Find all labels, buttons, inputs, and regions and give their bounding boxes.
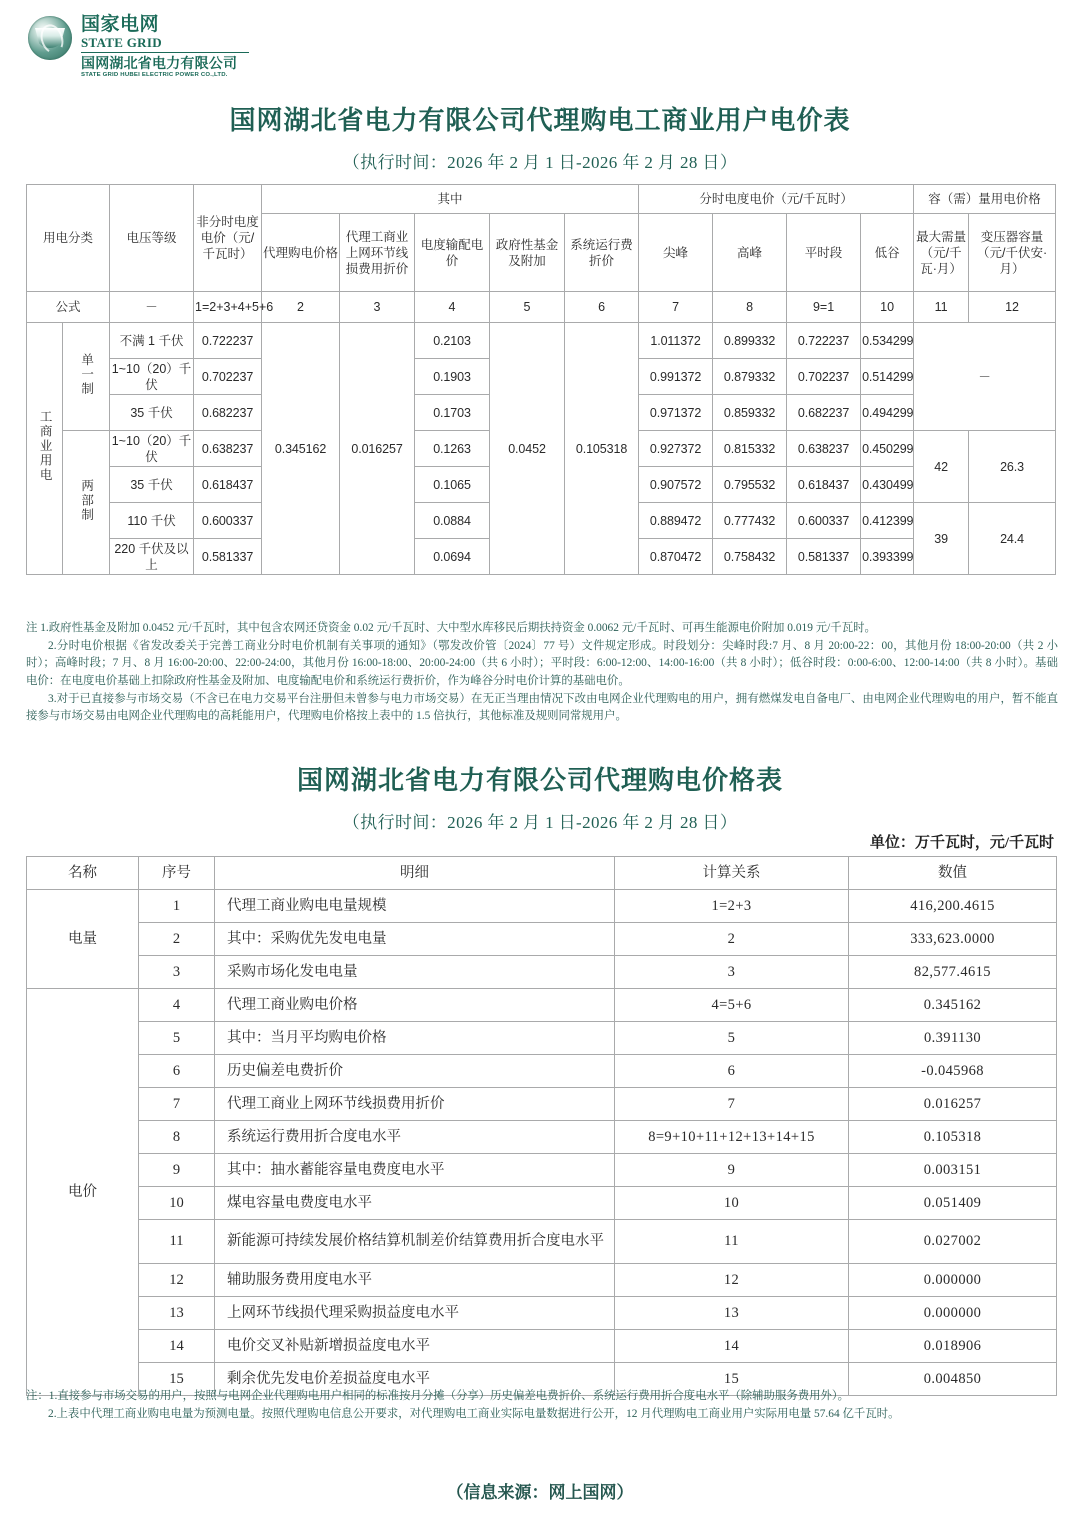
cell-detail: 煤电容量电费度电水平 (215, 1187, 615, 1220)
cell-detail: 其中：当月平均购电价格 (215, 1022, 615, 1055)
table-row (27, 923, 1057, 956)
cell-value: 0.018906 (849, 1330, 1057, 1363)
cell-peak: 0.879332 (713, 359, 787, 395)
th-peak: 高峰 (713, 214, 787, 292)
cell-value: 333,623.0000 (849, 923, 1057, 956)
cell-max-demand: 42 (914, 431, 969, 503)
formula-c7: 7 (639, 292, 713, 323)
formula-c11: 11 (914, 292, 969, 323)
cell-non-tou: 0.682237 (194, 395, 262, 431)
th2-detail: 明细 (215, 857, 615, 890)
cell-peak: 0.815332 (713, 431, 787, 467)
cell-relation: 7 (615, 1088, 849, 1121)
table-row-formula (27, 292, 1056, 323)
cell-detail: 电价交叉补贴新增损益度电水平 (215, 1330, 615, 1363)
cell-value: 416,200.4615 (849, 890, 1057, 923)
table2-unit-label: 单位：万千瓦时，元/千瓦时 (869, 835, 1054, 851)
th-among-which: 其中 (262, 185, 639, 214)
cell-group-single: 单一制 (63, 323, 110, 431)
table-row (27, 1187, 1057, 1220)
logo-text-block (81, 14, 249, 78)
industrial-commercial-price-table (26, 184, 1056, 575)
table2-effective-period: （执行时间：2026 年 2 月 1 日-2026 年 2 月 28 日） (342, 813, 738, 832)
cell-valley: 0.534299 (861, 323, 914, 359)
cell-seq: 8 (139, 1121, 215, 1154)
formula-c6: 6 (565, 292, 639, 323)
cell-seq: 3 (139, 956, 215, 989)
table-row (27, 1022, 1057, 1055)
cell-valley: 0.514299 (861, 359, 914, 395)
table-row (27, 1297, 1057, 1330)
cell-flat: 0.722237 (787, 323, 861, 359)
agency-purchase-price-table-wrap (26, 856, 1056, 1396)
cell-relation: 3 (615, 956, 849, 989)
cell-detail: 代理工商业购电电量规模 (215, 890, 615, 923)
cell-seq: 1 (139, 890, 215, 923)
cell-detail: 新能源可持续发展价格结算机制差价结算费用折合度电水平 (215, 1220, 615, 1264)
cell-voltage: 1~10（20）千伏 (110, 431, 194, 467)
cell-value: 0.016257 (849, 1088, 1057, 1121)
table-row (27, 1154, 1057, 1187)
cell-detail: 剩余优先发电价差损益度电水平 (215, 1363, 615, 1396)
cell-valley: 0.450299 (861, 431, 914, 467)
agency-purchase-price-table (26, 856, 1057, 1396)
cell-peak: 0.777432 (713, 503, 787, 539)
cell-seq: 10 (139, 1187, 215, 1220)
cell-non-tou: 0.722237 (194, 323, 262, 359)
th-valley: 低谷 (861, 214, 914, 292)
cell-seq: 2 (139, 923, 215, 956)
cell-sharp: 1.011372 (639, 323, 713, 359)
cell-non-tou: 0.581337 (194, 539, 262, 575)
cell-value: 0.105318 (849, 1121, 1057, 1154)
logo-company-cn: 国家电网 (81, 14, 160, 35)
cell-voltage: 220 千伏及以上 (110, 539, 194, 575)
cell-peak: 0.795532 (713, 467, 787, 503)
note-1-1: 注 1.政府性基金及附加 0.0452 元/千瓦时，其中包含农网还贷资金 0.02 元/千瓦时、大中型水库移民后期扶持资金 0.0062 元/千瓦时、可再生能源电价附加 0.019 元/千瓦时。 (26, 622, 876, 634)
cell-detail: 代理工商业上网环节线损费用折价 (215, 1088, 615, 1121)
th-category: 用电分类 (27, 185, 110, 292)
cell-sharp: 0.889472 (639, 503, 713, 539)
formula-voltage: － (110, 292, 194, 323)
th-gov-fund: 政府性基金及附加 (490, 214, 565, 292)
table1-notes (26, 620, 1058, 726)
cell-detail: 采购市场化发电电量 (215, 956, 615, 989)
cell-sharp: 0.971372 (639, 395, 713, 431)
note-2-2: 2.上表中代理工商业购电电量为预测电量。按照代理购电信息公开要求，对代理购电工商业实际电量数据进行公开，12 月代理购电工商业用户实际用电量 57.64 亿千瓦时。 (48, 1407, 900, 1420)
cell-non-tou: 0.702237 (194, 359, 262, 395)
formula-c10: 10 (861, 292, 914, 323)
table-row (27, 1264, 1057, 1297)
cell-seq: 12 (139, 1264, 215, 1297)
cell-relation: 9 (615, 1154, 849, 1187)
cell-transmission: 0.1703 (415, 395, 490, 431)
cell-value: 0.345162 (849, 989, 1057, 1022)
cell-flat: 0.702237 (787, 359, 861, 395)
th-line-loss: 代理工商业上网环节线损费用折价 (340, 214, 415, 292)
cell-transformer-capacity: 24.4 (969, 503, 1056, 575)
formula-c9: 9=1 (787, 292, 861, 323)
cell-transmission: 0.1065 (415, 467, 490, 503)
cell-voltage: 35 千伏 (110, 467, 194, 503)
cell-gov-fund-shared: 0.0452 (490, 323, 565, 575)
cell-seq: 9 (139, 1154, 215, 1187)
cell-relation: 6 (615, 1055, 849, 1088)
cell-value: -0.045968 (849, 1055, 1057, 1088)
table1-effective-period: （执行时间：2026 年 2 月 1 日-2026 年 2 月 28 日） (342, 153, 738, 172)
cell-voltage: 不满 1 千伏 (110, 323, 194, 359)
cell-relation: 10 (615, 1187, 849, 1220)
cell-detail: 上网环节线损代理采购损益度电水平 (215, 1297, 615, 1330)
table-row (27, 890, 1057, 923)
cell-seq: 13 (139, 1297, 215, 1330)
cell-max-demand: 39 (914, 503, 969, 575)
cell-sharp: 0.870472 (639, 539, 713, 575)
cell-voltage: 110 千伏 (110, 503, 194, 539)
th-agency-purchase: 代理购电价格 (262, 214, 340, 292)
table-row (27, 1121, 1057, 1154)
table2-title-block (0, 760, 1080, 833)
cell-agency-purchase-shared: 0.345162 (262, 323, 340, 575)
cell-transmission: 0.1263 (415, 431, 490, 467)
industrial-commercial-price-table-wrap (26, 184, 1056, 575)
cell-transmission: 0.2103 (415, 323, 490, 359)
th-voltage: 电压等级 (110, 185, 194, 292)
formula-label: 公式 (27, 292, 110, 323)
cell-relation: 8=9+10+11+12+13+14+15 (615, 1121, 849, 1154)
cell-capacity-dash: － (914, 323, 1056, 431)
th-non-tou-price: 非分时电度电价（元/千瓦时） (194, 185, 262, 292)
cell-value: 0.027002 (849, 1220, 1057, 1264)
cell-valley: 0.412399 (861, 503, 914, 539)
cell-category-industrial: 工商业用电 (27, 323, 63, 575)
cell-relation: 13 (615, 1297, 849, 1330)
cell-detail: 辅助服务费用度电水平 (215, 1264, 615, 1297)
cell-seq: 5 (139, 1022, 215, 1055)
th2-name: 名称 (27, 857, 139, 890)
cell-detail: 其中：采购优先发电电量 (215, 923, 615, 956)
cell-peak: 0.859332 (713, 395, 787, 431)
cell-flat: 0.581337 (787, 539, 861, 575)
formula-non-tou: 1=2+3+4+5+6 (194, 292, 262, 323)
cell-group-volume: 电量 (27, 890, 139, 989)
th-capacity-group: 容（需）量用电价格 (914, 185, 1056, 214)
cell-peak: 0.899332 (713, 323, 787, 359)
formula-c2: 2 (262, 292, 340, 323)
cell-transmission: 0.1903 (415, 359, 490, 395)
table-row (27, 1088, 1057, 1121)
cell-line-loss-shared: 0.016257 (340, 323, 415, 575)
cell-flat: 0.618437 (787, 467, 861, 503)
formula-c8: 8 (713, 292, 787, 323)
cell-value: 0.051409 (849, 1187, 1057, 1220)
cell-group-price: 电价 (27, 989, 139, 1396)
cell-seq: 11 (139, 1220, 215, 1264)
cell-detail: 其中：抽水蓄能容量电费度电水平 (215, 1154, 615, 1187)
logo-subsidiary-cn: 国网湖北省电力有限公司 (81, 55, 238, 71)
cell-relation: 4=5+6 (615, 989, 849, 1022)
cell-peak: 0.758432 (713, 539, 787, 575)
cell-seq: 14 (139, 1330, 215, 1363)
note-1-2: 2.分时电价根据《省发改委关于完善工商业分时电价机制有关事项的通知》（鄂发改价管〔2024〕77 号）文件规定形成。时段划分：尖峰时段:7 月、8 月 20:00-22：00，其他月份 18:00-20:00（共 2 小时）；高峰时段；7 月、8 月 16:00-20:00、22:00-24:00，其他月份 16:00-18:00、20:00-24:00（共 6 小时）；平时段：6:00-12:00、14:00-16:00（共 8 小时）；低谷时段：0:00-6:00、12:00-14:00（共 8 小时）。基础电价：在电度电价基础上扣除政府性基金及附加、电度输配电价和系统运行费折价，作为峰谷分时电价计算的基础电价。 (26, 639, 1058, 688)
cell-seq: 4 (139, 989, 215, 1022)
th-transformer-capacity: 变压器容量（元/千伏安·月） (969, 214, 1056, 292)
table-row (27, 956, 1057, 989)
cell-value: 0.000000 (849, 1297, 1057, 1330)
th2-seq: 序号 (139, 857, 215, 890)
table-row (27, 323, 1056, 359)
th-transmission: 电度输配电价 (415, 214, 490, 292)
cell-relation: 15 (615, 1363, 849, 1396)
logo-divider (81, 52, 249, 53)
table2-notes (26, 1388, 1058, 1423)
logo-subsidiary-en: STATE GRID HUBEI ELECTRIC POWER CO.,LTD. (81, 72, 228, 78)
cell-seq: 15 (139, 1363, 215, 1396)
cell-detail: 系统运行费用折合度电水平 (215, 1121, 615, 1154)
cell-transmission: 0.0884 (415, 503, 490, 539)
note-1-3: 3.对于已直接参与市场交易（不含已在电力交易平台注册但未曾参与电力市场交易）在无正当理由情况下改由电网企业代理购电的用户，拥有燃煤发电自备电厂、由电网企业代理购电的用户，暂不能直接参与市场交易由电网企业代理购电的高耗能用户，代理购电价格按上表中的 1.5 倍执行，其他标准及规则同常规用户。 (26, 692, 1058, 723)
table-row (27, 1220, 1057, 1264)
cell-value: 0.391130 (849, 1022, 1057, 1055)
cell-relation: 12 (615, 1264, 849, 1297)
cell-detail: 代理工商业购电价格 (215, 989, 615, 1022)
cell-flat: 0.638237 (787, 431, 861, 467)
th-max-demand: 最大需量（元/千瓦·月） (914, 214, 969, 292)
cell-non-tou: 0.600337 (194, 503, 262, 539)
formula-c4: 4 (415, 292, 490, 323)
th-sharp: 尖峰 (639, 214, 713, 292)
cell-flat: 0.682237 (787, 395, 861, 431)
cell-relation: 11 (615, 1220, 849, 1264)
cell-value: 0.003151 (849, 1154, 1057, 1187)
cell-non-tou: 0.638237 (194, 431, 262, 467)
cell-sharp: 0.907572 (639, 467, 713, 503)
cell-system-op-shared: 0.105318 (565, 323, 639, 575)
table-row (27, 1055, 1057, 1088)
cell-value: 82,577.4615 (849, 956, 1057, 989)
cell-valley: 0.430499 (861, 467, 914, 503)
th-system-op: 系统运行费折价 (565, 214, 639, 292)
table-row (27, 989, 1057, 1022)
cell-seq: 6 (139, 1055, 215, 1088)
th-flat: 平时段 (787, 214, 861, 292)
information-source: （信息来源：网上国网） (446, 1483, 634, 1502)
cell-flat: 0.600337 (787, 503, 861, 539)
formula-c5: 5 (490, 292, 565, 323)
cell-relation: 5 (615, 1022, 849, 1055)
cell-seq: 7 (139, 1088, 215, 1121)
cell-transformer-capacity: 26.3 (969, 431, 1056, 503)
state-grid-logo (28, 14, 249, 78)
cell-valley: 0.494299 (861, 395, 914, 431)
cell-non-tou: 0.618437 (194, 467, 262, 503)
cell-valley: 0.393399 (861, 539, 914, 575)
logo-company-en: STATE GRID (81, 35, 162, 50)
cell-sharp: 0.927372 (639, 431, 713, 467)
cell-detail: 历史偏差电费折价 (215, 1055, 615, 1088)
th-tou-group: 分时电度电价（元/千瓦时） (639, 185, 914, 214)
table1-title-block (0, 100, 1080, 173)
note-2-1: 注：1.直接参与市场交易的用户，按照与电网企业代理购电用户相同的标准按月分摊（分享）历史偏差电费折价、系统运行费用折合度电水平（除辅助服务费用外）。 (26, 1390, 849, 1402)
cell-voltage: 35 千伏 (110, 395, 194, 431)
cell-voltage: 1~10（20）千伏 (110, 359, 194, 395)
page-title: 国网湖北省电力有限公司代理购电工商业用户电价表 (229, 106, 851, 135)
cell-transmission: 0.0694 (415, 539, 490, 575)
th2-relation: 计算关系 (615, 857, 849, 890)
cell-relation: 1=2+3 (615, 890, 849, 923)
cell-value: 0.000000 (849, 1264, 1057, 1297)
formula-c3: 3 (340, 292, 415, 323)
cell-sharp: 0.991372 (639, 359, 713, 395)
cell-group-two-part: 两部制 (63, 431, 110, 575)
formula-c12: 12 (969, 292, 1056, 323)
cell-value: 0.004850 (849, 1363, 1057, 1396)
cell-relation: 2 (615, 923, 849, 956)
table-row (27, 1330, 1057, 1363)
th2-value: 数值 (849, 857, 1057, 890)
table2-title: 国网湖北省电力有限公司代理购电价格表 (296, 766, 783, 795)
cell-relation: 14 (615, 1330, 849, 1363)
state-grid-emblem-icon (28, 16, 72, 60)
